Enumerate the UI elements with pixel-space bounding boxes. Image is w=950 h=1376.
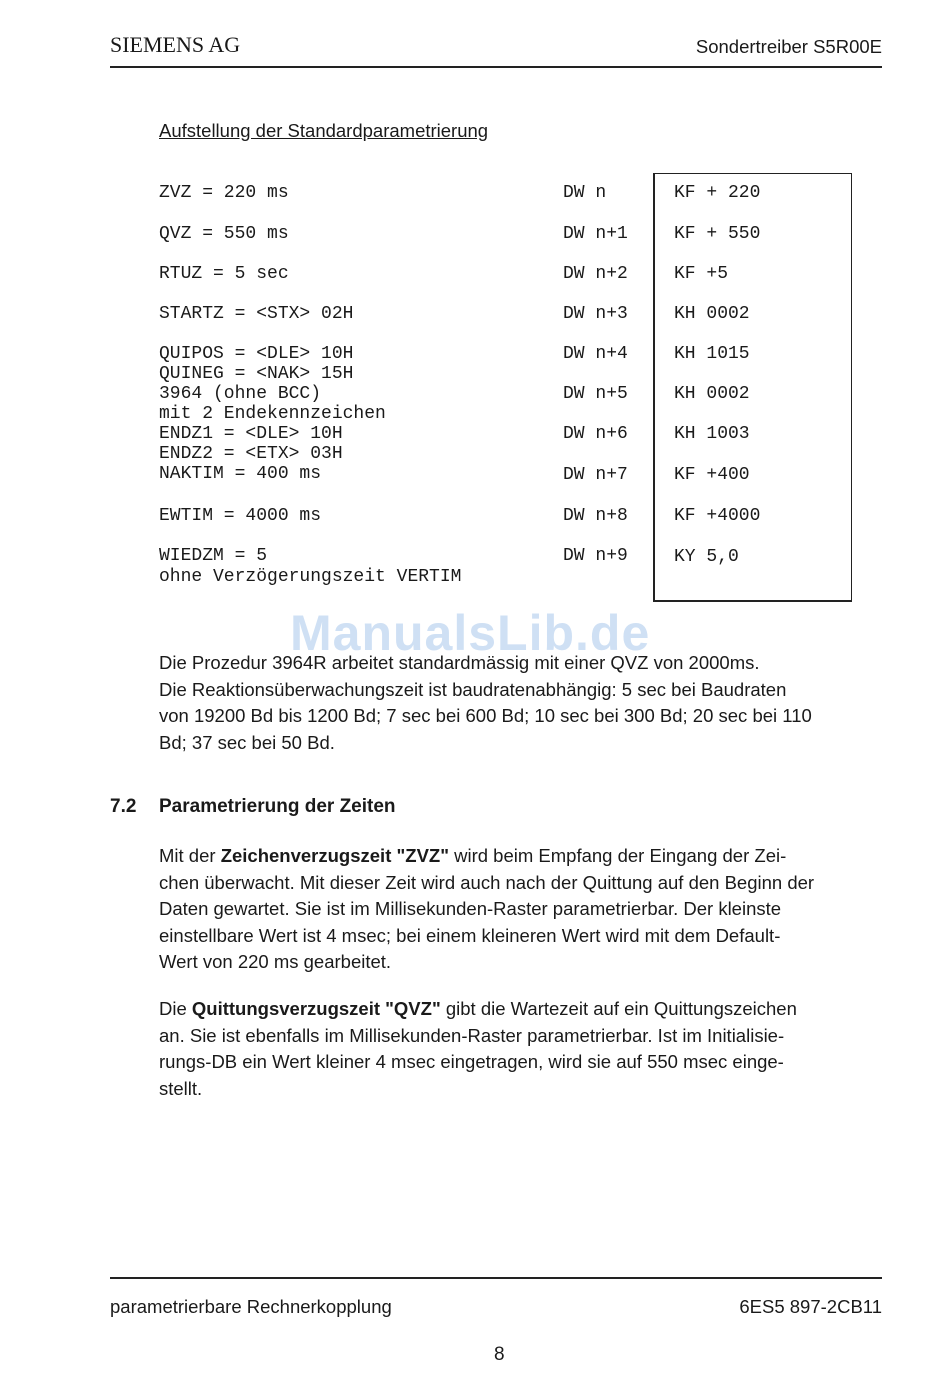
intro-line: Die Reaktionsüberwachungszeit ist baudratenabhängig: 5 sec bei Baudraten [159, 678, 787, 700]
header-company: SIEMENS AG [110, 32, 241, 57]
intro-line: Bd; 37 sec bei 50 Bd. [159, 731, 335, 753]
param-dw-n6: DW n+6 [563, 424, 628, 444]
paragraph-first-line [159, 843, 889, 870]
intro-paragraph [159, 650, 889, 756]
text-span: Mit der [159, 845, 221, 866]
page-number: 8 [494, 1344, 505, 1365]
param-dw-startz: DW n+3 [563, 304, 628, 324]
param-label-endekennzeichen: mit 2 Endekennzeichen [159, 404, 386, 424]
paragraph-line: rungs-DB ein Wert kleiner 4 msec eingetragen, wird sie auf 550 msec einge- [159, 1051, 784, 1072]
paragraph-line: Wert von 220 ms gearbeitet. [159, 951, 392, 972]
param-dw-n4: DW n+4 [563, 344, 628, 364]
param-label-endz2: ENDZ2 = <ETX> 03H [159, 444, 343, 464]
param-label-quineg: QUINEG = <NAK> 15H [159, 364, 354, 384]
param-label-qvz: QVZ = 550 ms [159, 224, 289, 244]
paragraph-line: stellt. [159, 1077, 203, 1099]
param-value-wiedzm: KY 5,0 [674, 547, 739, 567]
param-label-wiedzm: WIEDZM = 5 [159, 546, 268, 566]
param-label-vertim: ohne Verzögerungszeit VERTIM [159, 567, 462, 587]
param-label-rtuz: RTUZ = 5 sec [159, 264, 289, 284]
intro-line: von 19200 Bd bis 1200 Bd; 7 sec bei 600 Bd; 10 sec bei 300 Bd; 20 sec bei 110 [159, 705, 812, 726]
term-qvz: Quittungsverzugszeit "QVZ" [191, 998, 441, 1019]
param-dw-qvz: DW n+1 [563, 224, 628, 244]
param-dw-rtuz: DW n+2 [563, 264, 628, 284]
param-label-endz1: ENDZ1 = <DLE> 10H [159, 424, 343, 444]
param-value-rtuz: KF +5 [674, 264, 729, 284]
param-label-naktim: NAKTIM = 400 ms [159, 464, 322, 484]
term-zvz: Zeichenverzugszeit "ZVZ" [220, 845, 449, 866]
footer-rule [110, 1277, 882, 1279]
param-label-zvz: ZVZ = 220 ms [159, 183, 289, 203]
param-label-3964: 3964 (ohne BCC) [159, 384, 322, 404]
param-value-n5: KH 0002 [674, 384, 750, 404]
param-dw-n5: DW n+5 [563, 384, 628, 404]
param-value-n4: KH 1015 [674, 344, 750, 364]
param-value-n6: KH 1003 [674, 424, 750, 444]
intro-line: Die Prozedur 3964R arbeitet standardmässig mit einer QVZ von 2000ms. [159, 652, 760, 673]
param-dw-zvz: DW n [563, 183, 607, 203]
paragraph-first-line [159, 996, 889, 1023]
header-rule [110, 66, 882, 68]
paragraph-qvz [159, 996, 889, 1102]
watermark: ManualsLib.de [290, 605, 651, 661]
section-number: 7.2 [110, 796, 137, 817]
footer-title: parametrierbare Rechnerkopplung [110, 1296, 392, 1317]
param-label-quipos: QUIPOS = <DLE> 10H [159, 344, 354, 364]
header-product: Sondertreiber S5R00E [695, 36, 882, 57]
param-dw-ewtim: DW n+8 [563, 506, 628, 526]
param-value-zvz: KF + 220 [674, 183, 761, 203]
param-dw-n7: DW n+7 [563, 465, 628, 485]
paragraph-line: an. Sie ist ebenfalls im Millisekunden-Raster parametrierbar. Ist im Initialisie- [159, 1024, 785, 1046]
param-value-startz: KH 0002 [674, 304, 750, 324]
param-value-qvz: KF + 550 [674, 224, 761, 244]
paragraph-line: chen überwacht. Mit dieser Zeit wird auch nach der Quittung auf den Beginn der [159, 871, 815, 893]
paragraph-line: Daten gewartet. Sie ist im Millisekunden-Raster parametrierbar. Der kleinste [159, 898, 782, 919]
paragraph-line: einstellbare Wert ist 4 msec; bei einem kleineren Wert wird mit dem Default- [159, 924, 781, 946]
text-span: wird beim Empfang der Eingang der Zei- [448, 845, 787, 866]
table-title: Aufstellung der Standardparametrierung [159, 120, 489, 141]
text-span: gibt die Wartezeit auf ein Quittungszeichen [440, 998, 797, 1019]
param-label-startz: STARTZ = <STX> 02H [159, 304, 354, 324]
footer-code: 6ES5 897-2CB11 [739, 1296, 882, 1317]
text-span: Die [159, 998, 192, 1019]
param-dw-wiedzm: DW n+9 [563, 546, 628, 566]
section-heading: Parametrierung der Zeiten [159, 796, 396, 817]
param-label-ewtim: EWTIM = 4000 ms [159, 506, 322, 526]
param-value-ewtim: KF +4000 [674, 506, 761, 526]
param-value-n7: KF +400 [674, 465, 750, 485]
paragraph-zvz [159, 843, 889, 976]
